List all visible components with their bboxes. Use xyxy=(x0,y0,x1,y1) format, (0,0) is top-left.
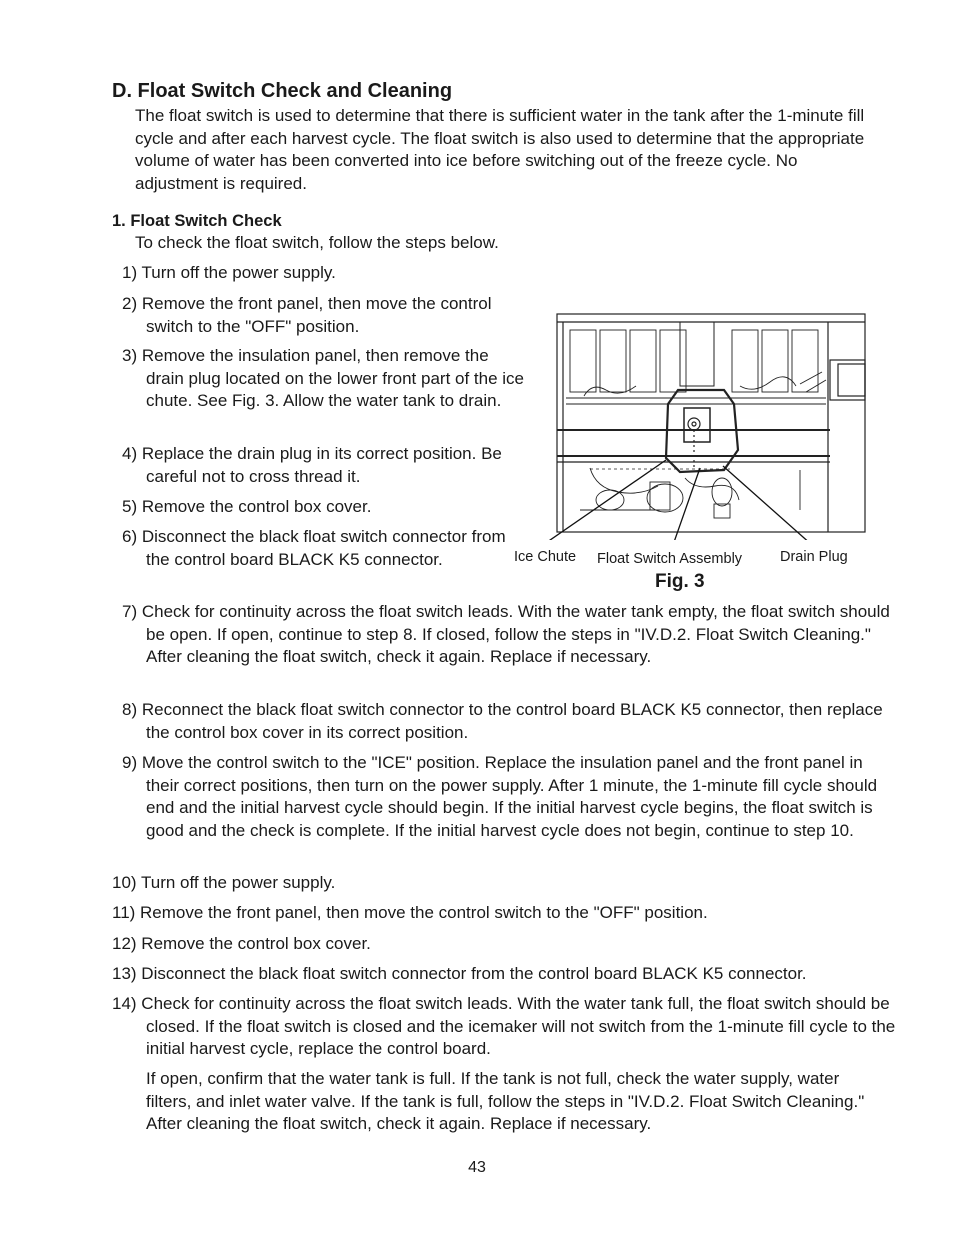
page-number: 43 xyxy=(468,1159,486,1176)
figure-3-drawing xyxy=(500,300,870,540)
step-9: 9) Move the control switch to the "ICE" position. Replace the insulation panel and the front panel in their correct positions, then turn on the power supply. After 1 minute, the 1-minute fill cycle should end and the initial harvest cycle should begin. If the initial harvest cycle begins, the float switch is good and the check is complete. If the initial harvest cycle does not begin, continue to step 10. xyxy=(122,753,878,840)
step-11: 11) Remove the front panel, then move the control switch to the "OFF" position. xyxy=(112,903,708,922)
step-3: 3) Remove the insulation panel, then remove the drain plug located on the lower front part of the ice chute. See Fig. 3. Allow the water tank to drain. xyxy=(122,346,525,411)
section-intro: The float switch is used to determine that there is sufficient water in the tank after the 1-minute fill cycle and after each harvest cycle. The float switch is also used to determine that the appropriate volume of water has been converted into ice before switching out of the freeze cycle. No adjustment is required. xyxy=(135,106,865,193)
step-10: 10) Turn off the power supply. xyxy=(112,873,336,892)
figure-caption: Fig. 3 xyxy=(655,571,705,592)
subsection-title: 1. Float Switch Check xyxy=(112,212,282,230)
step-14-note: If open, confirm that the water tank is full. If the tank is not full, check the water supply, water filters, and inlet water valve. If the tank is full, follow the steps in "IV.D.2. Float Switch Cleaning." After cleaning the float switch, check it again. Replace if necessary. xyxy=(146,1069,865,1134)
step-12: 12) Remove the control box cover. xyxy=(112,934,371,953)
step-5: 5) Remove the control box cover. xyxy=(122,497,372,516)
step-8: 8) Reconnect the black float switch connector to the control board BLACK K5 connector, then replace the control box cover in its correct position. xyxy=(122,700,883,742)
section-title: D. Float Switch Check and Cleaning xyxy=(112,80,453,102)
step-13: 13) Disconnect the black float switch connector from the control board BLACK K5 connector. xyxy=(112,964,807,983)
step-14: 14) Check for continuity across the float switch leads. With the water tank full, the float switch should be closed. If the float switch is closed and the icemaker will not switch from the 1-minute fill cycle to the initial harvest cycle, replace the control board. xyxy=(112,994,896,1059)
step-1: 1) Turn off the power supply. xyxy=(122,263,336,282)
step-6: 6) Disconnect the black float switch connector from the control board BLACK K5 connector. xyxy=(122,527,506,569)
step-7: 7) Check for continuity across the float switch leads. With the water tank empty, the float switch should be open. If open, continue to step 8. If closed, follow the steps in "IV.D.2. Float Switch Cleaning." After cleaning the float switch, check it again. Replace if necessary. xyxy=(122,602,890,667)
step-2: 2) Remove the front panel, then move the control switch to the "OFF" position. xyxy=(122,294,492,336)
step-4: 4) Replace the drain plug in its correct position. Be careful not to cross thread it. xyxy=(122,444,502,486)
label-ice-chute: Ice Chute xyxy=(514,549,577,565)
subsection-intro: To check the float switch, follow the steps below. xyxy=(135,233,499,252)
label-float-switch-assembly: Float Switch Assembly xyxy=(597,551,743,567)
label-drain-plug: Drain Plug xyxy=(780,549,848,565)
